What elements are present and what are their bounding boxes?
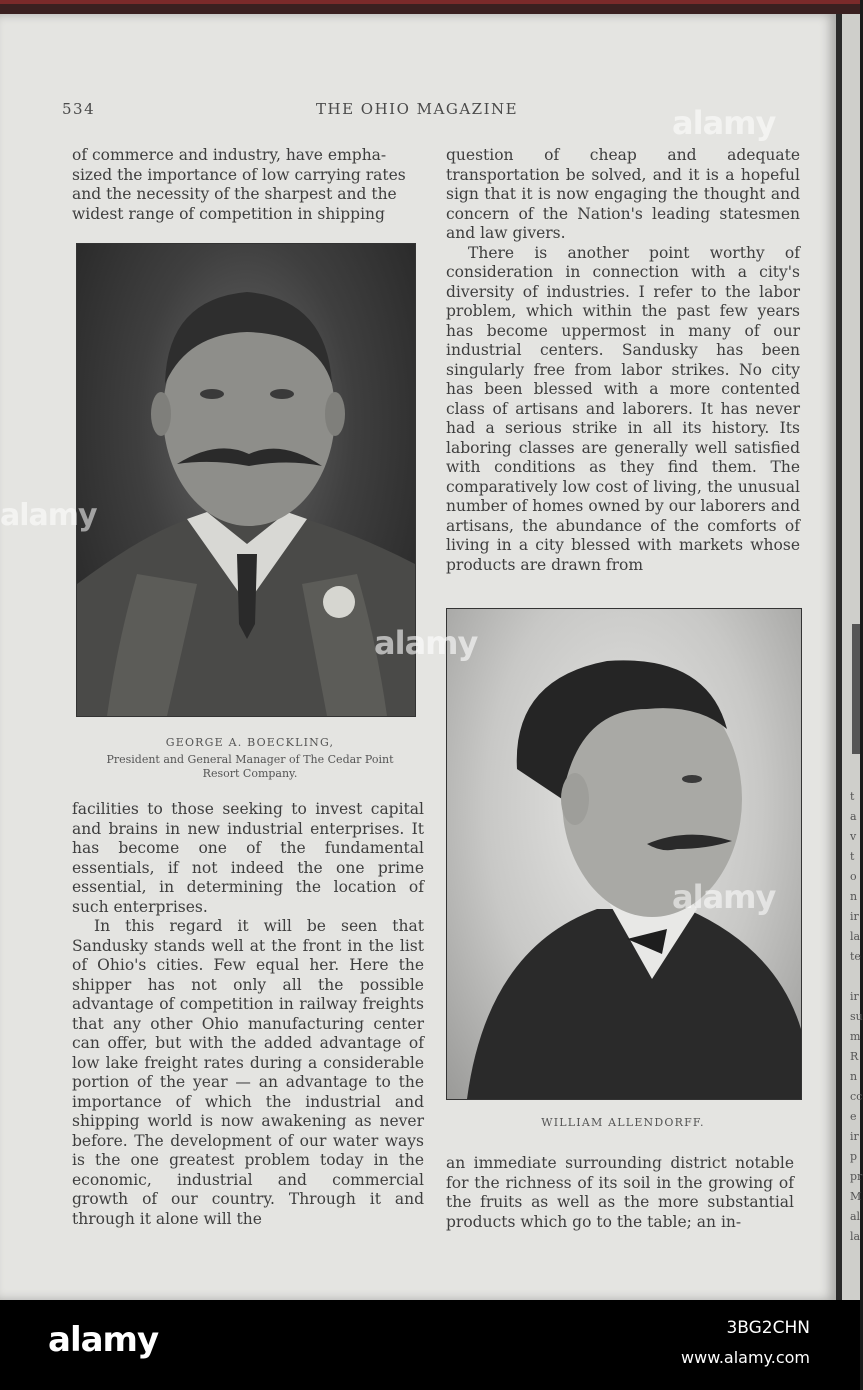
caption-name: GEORGE A. BOECKLING, [165,736,335,749]
footer-meta [681,1318,810,1367]
next-page-fragment: la [850,1230,861,1243]
left-top-line: of commerce and industry, have empha- [72,146,387,164]
magazine-title: THE OHIO MAGAZINE [316,100,519,118]
watermark-logo: alamy [672,104,776,142]
portrait-photo-allendorff [446,608,802,1100]
left-top-line: widest range of competition in shipping [72,204,385,223]
page-number: 534 [62,100,96,118]
left-top-line: sized the importance of low carrying rates [72,165,406,184]
left-top-text [72,146,424,224]
caption-title-line: Resort Company. [202,767,298,780]
caption-allendorff [446,1116,800,1129]
image-code: 3BG2CHN [726,1318,810,1338]
next-page-fragment: al [850,1210,861,1223]
next-page-fragment: M [850,1190,862,1203]
left-top-line: and the necessity of the sharpest and the [72,185,397,203]
next-page-fragment: te [850,950,861,963]
next-page-fragment: ir [850,1130,859,1143]
next-page-fragment: pr [850,1170,863,1183]
caption-title-line: President and General Manager of The Cedar Point [106,753,394,766]
paragraph: facilities to those seeking to invest capital and brains in new industrial enterprises. It has become one of the fundamental essentials, if not indeed the one prime essential, in determining the location of such enterprises. [72,800,424,916]
next-page-fragment: cc [850,1090,863,1103]
footer-url: www.alamy.com [681,1348,810,1367]
next-page-fragment: e [850,1110,857,1123]
caption-name: WILLIAM ALLENDORFF. [541,1116,705,1129]
next-page-fragment: a [850,810,857,823]
paragraph: an immediate surrounding district notable for the richness of its soil in the growing of the fruits as well as the more substantial products which go to the table; an in- [446,1154,794,1231]
portrait-boeckling-illustration [77,244,415,716]
next-page-edge [842,14,863,1300]
next-page-fragment: ir [850,910,859,923]
watermark-logo: alamy [0,498,97,533]
top-binding-strip [0,0,860,14]
next-page-fragment: su [850,1010,863,1023]
watermark-logo: alamy [374,624,478,662]
portrait-allendorff-illustration [447,609,801,1099]
caption-boeckling [72,736,428,781]
watermark-logo: alamy [672,878,776,916]
next-page-fragment: ir [850,990,859,1003]
next-page-fragment: m [850,1030,861,1043]
next-page-fragment: la [850,930,861,943]
red-cover-edge [0,0,860,4]
next-page-fragment: n [850,1070,858,1083]
right-bottom-text [446,1154,794,1232]
next-page-photo-edge [852,624,860,754]
next-page-fragment: t [850,850,855,863]
next-page-fragment: p [850,1150,858,1163]
left-bottom-text [72,800,424,1229]
paragraph: In this regard it will be seen that Sandusky stands well at the front in the list of Ohio's cities. Few equal her. Here the shipper has not only all the possible advantage of competition in railway freights that any other Ohio manufacturing center can offer, but with the added advantage of low lake freight rates during a considerable portion of the year — an advantage to the importance of which the industrial and shipping world is now awakening as never before. The development of our water ways is the one greatest problem today in the economic, industrial and commercial growth of our country. Through it and through it alone will the [72,917,424,1228]
next-page-fragment: t [850,790,855,803]
next-page-fragment: o [850,870,857,883]
next-page-fragment: v [850,830,857,843]
next-page-fragment: n [850,890,858,903]
right-top-text [446,146,800,575]
paragraph: There is another point worthy of consideration in connection with a city's diversity of industries. I refer to the labor problem, which within the past few years has become uppermost in many of our industrial centers. Sandusky has been singularly free from labor strikes. No city has been blessed with a more contented class of artisans and laborers. It has never had a serious strike in all its history. Its laboring classes are generally well satisfied with conditions as they find them. The comparatively low cost of living, the unusual number of homes owned by our laborers and artisans, the abundance of the comforts of living in a city blessed with markets whose products are drawn from [446,243,800,574]
footer-logo: alamy [48,1320,159,1360]
portrait-photo-boeckling [76,243,416,717]
next-page-fragment: R [850,1050,859,1063]
paragraph: question of cheap and adequate transportation be solved, and it is a hopeful sign that it is now engaging the thought and concern of the Nation's leading statesmen and law givers. [446,146,800,242]
